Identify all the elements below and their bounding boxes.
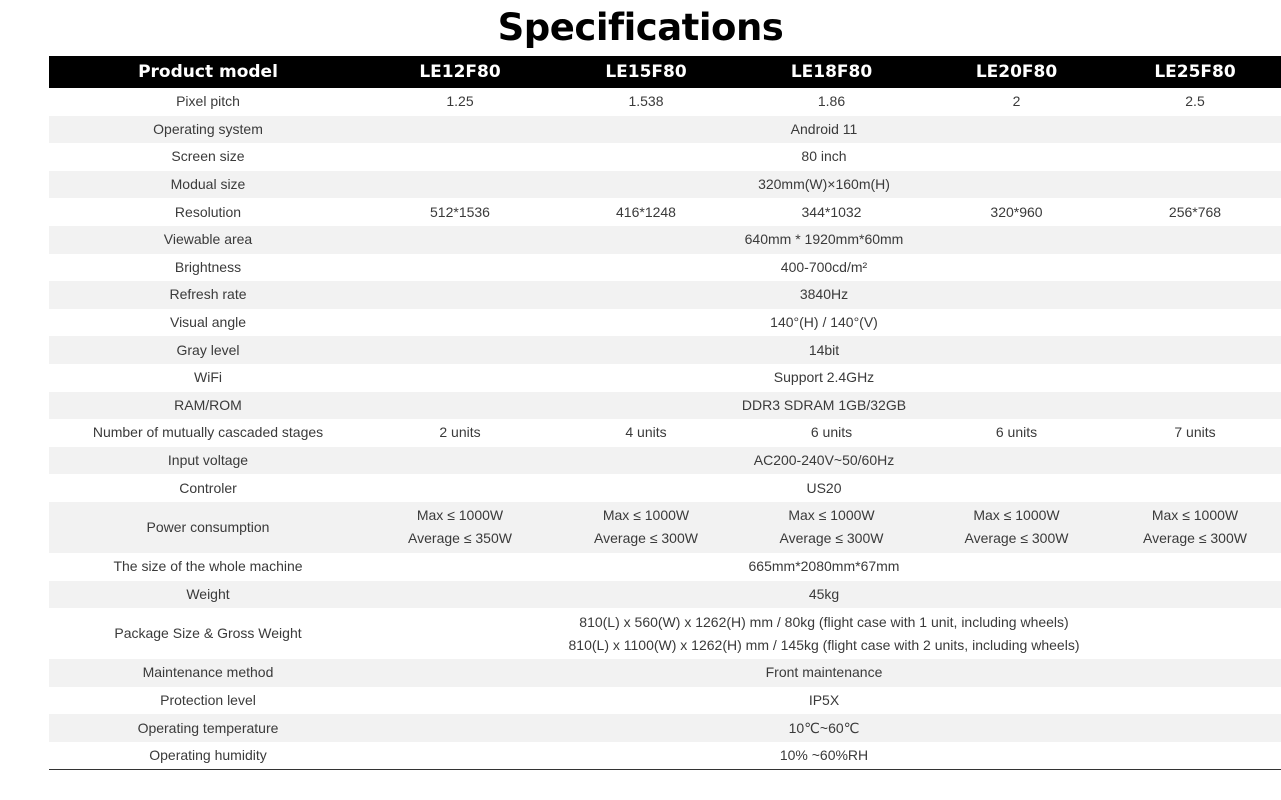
cell-value: 1.86 (817, 93, 846, 110)
row-brightness (49, 254, 1281, 282)
package-line-2: 810(L) x 1100(W) x 1262(H) mm / 145kg (flight case with 2 units, including wheels) (568, 636, 1080, 653)
cell-value: 14bit (808, 341, 840, 358)
row-label: Resolution (174, 203, 242, 220)
cell-value: 1.538 (628, 93, 664, 110)
row-package-size (49, 608, 1281, 659)
power-average: Average ≤ 300W (1143, 530, 1247, 547)
page-title: Specifications (497, 6, 784, 49)
cell-value: Support 2.4GHz (773, 369, 875, 386)
cell-value: 7 units (1174, 424, 1216, 441)
header-model-le18f80: LE18F80 (790, 62, 873, 82)
package-line-1: 810(L) x 560(W) x 1262(H) mm / 80kg (flight case with 1 unit, including wheels) (579, 613, 1069, 630)
cell-value: 4 units (625, 424, 667, 441)
cell-value: 3840Hz (799, 286, 849, 303)
cell-value: AC200-240V~50/60Hz (753, 452, 895, 469)
row-power-consumption (49, 502, 1281, 553)
cell-value: 2 (1012, 93, 1021, 110)
row-label: The size of the whole machine (113, 558, 303, 575)
row-visual-angle (49, 309, 1281, 337)
row-label: Modual size (170, 176, 246, 193)
cell-value: 256*768 (1168, 203, 1222, 220)
cell-value (367, 608, 1281, 659)
header-model-le15f80: LE15F80 (605, 62, 687, 82)
row-wifi (49, 364, 1281, 392)
cell-value: IP5X (808, 691, 840, 708)
row-label: RAM/ROM (174, 396, 242, 413)
power-max: Max ≤ 1000W (1151, 507, 1239, 524)
power-average: Average ≤ 300W (779, 530, 884, 547)
row-label: Pixel pitch (176, 93, 240, 110)
power-average: Average ≤ 350W (408, 530, 512, 547)
cell-value: 320mm(W)×160m(H) (758, 176, 890, 193)
cell-value: 512*1536 (430, 203, 490, 220)
cell-value: 140°(H) / 140°(V) (770, 314, 878, 331)
cell-value: 400-700cd/m² (780, 258, 868, 275)
row-machine-size (49, 553, 1281, 581)
cell-value: 320*960 (990, 203, 1043, 220)
row-label: Number of mutually cascaded stages (92, 424, 324, 441)
cell-value: 6 units (810, 424, 853, 441)
cell-value (924, 502, 1109, 553)
row-label: Brightness (174, 258, 242, 275)
cell-value: US20 (806, 479, 842, 496)
row-input-voltage (49, 447, 1281, 475)
cell-value (739, 502, 924, 553)
power-max: Max ≤ 1000W (788, 507, 875, 524)
cell-value: 10% ~60%RH (779, 746, 869, 763)
row-viewable-area (49, 226, 1281, 254)
row-operating-temperature (49, 714, 1281, 742)
row-label: Refresh rate (169, 286, 247, 303)
row-ram-rom (49, 392, 1281, 420)
cell-value: 10℃~60℃ (788, 719, 860, 736)
cell-value: 665mm*2080mm*67mm (748, 558, 900, 575)
cell-value (553, 502, 739, 553)
row-label: Power consumption (146, 518, 270, 535)
cell-value: 45kg (808, 585, 840, 602)
cell-value: 2 units (439, 424, 481, 441)
row-maintenance (49, 659, 1281, 687)
power-average: Average ≤ 300W (594, 530, 698, 547)
cell-value: Android 11 (790, 120, 858, 137)
cell-value: 416*1248 (616, 203, 676, 220)
row-label: Maintenance method (142, 664, 274, 681)
cell-value (1109, 502, 1281, 553)
power-max: Max ≤ 1000W (416, 507, 504, 524)
row-weight (49, 581, 1281, 609)
header-model-le12f80: LE12F80 (419, 62, 501, 82)
cell-value: 6 units (995, 424, 1038, 441)
row-modual-size (49, 171, 1281, 199)
row-protection (49, 687, 1281, 715)
cell-value: 2.5 (1185, 93, 1205, 110)
row-gray-level (49, 336, 1281, 364)
row-label: Weight (186, 585, 230, 602)
row-screen-size (49, 143, 1281, 171)
row-label: Screen size (171, 148, 245, 165)
cell-value (367, 502, 553, 553)
row-label: Protection level (160, 691, 256, 708)
header-model-le20f80: LE20F80 (975, 62, 1058, 82)
power-max: Max ≤ 1000W (602, 507, 690, 524)
row-label: Operating humidity (149, 746, 267, 763)
table-header-row (49, 56, 1281, 88)
row-pixel-pitch (49, 88, 1281, 116)
row-label: Viewable area (163, 231, 253, 248)
header-product-model: Product model (138, 62, 278, 82)
row-label: Controler (179, 479, 237, 496)
cell-value: 344*1032 (801, 203, 862, 220)
power-max: Max ≤ 1000W (973, 507, 1060, 524)
row-operating-humidity (49, 742, 1281, 770)
cell-value: 80 inch (801, 148, 847, 165)
cell-value: Front maintenance (765, 664, 883, 681)
power-average: Average ≤ 300W (964, 530, 1069, 547)
row-label: Operating temperature (137, 719, 279, 736)
row-label: Operating system (153, 120, 263, 137)
row-controler (49, 474, 1281, 502)
cell-value: 1.25 (446, 93, 474, 110)
header-model-le25f80: LE25F80 (1154, 62, 1236, 82)
row-label: Gray level (176, 341, 240, 358)
row-label: WiFi (194, 369, 222, 386)
specifications-table (49, 56, 1281, 770)
row-label: Package Size & Gross Weight (114, 625, 302, 642)
row-operating-system (49, 116, 1281, 144)
row-resolution (49, 198, 1281, 226)
cell-value: DDR3 SDRAM 1GB/32GB (741, 396, 907, 413)
cell-value: 640mm * 1920mm*60mm (744, 231, 904, 248)
row-label: Visual angle (169, 314, 247, 331)
row-cascaded-stages (49, 419, 1281, 447)
row-refresh-rate (49, 281, 1281, 309)
row-label: Input voltage (167, 452, 249, 469)
